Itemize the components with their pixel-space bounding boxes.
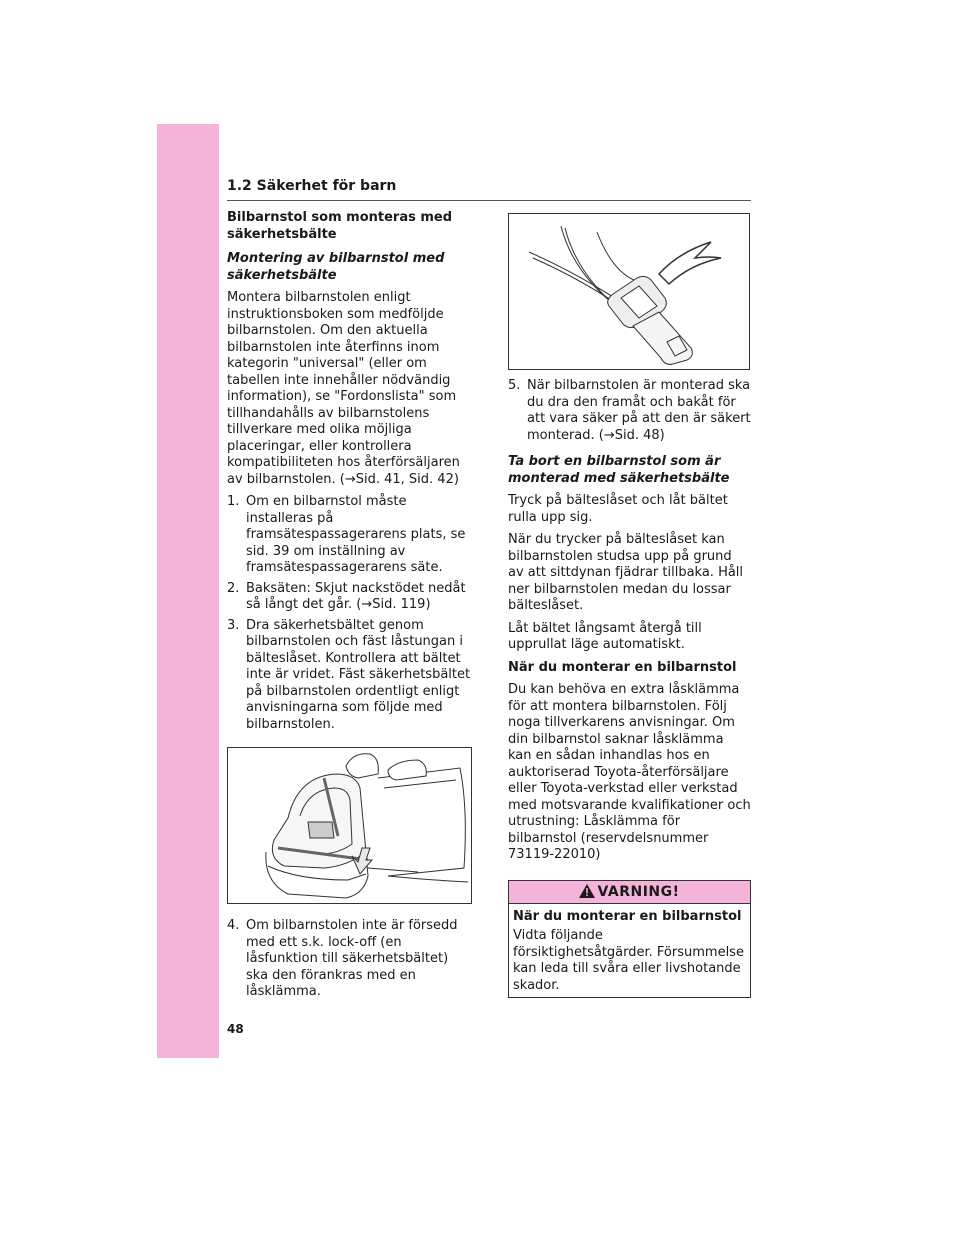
- step-text: Baksäten: Skjut nackstödet nedåt så långt det går. (→Sid. 119): [246, 580, 466, 612]
- subheading: Montering av bilbarnstol med säkerhetsbälte: [227, 251, 445, 283]
- buckle-illustration: [508, 213, 750, 370]
- warning-triangle-icon: [579, 883, 595, 897]
- chapter-sidebar-tab: [157, 124, 219, 1058]
- right-column: [508, 213, 751, 998]
- step-1: [227, 494, 472, 577]
- warning-title-bar: [509, 881, 750, 904]
- mount-paragraph: Du kan behöva en extra låsklämma för att montera bilbarnstolen. Följ noga tillverkarens anvisningar. Om din bilbarnstol saknar låsklämma kan en sådan inhandlas hos en auktoriserad Toyota-återförsäljare eller Toyota-verkstad eller verkstad med motsvarande kvalifikationer och utrustning: Låsklämma för bilbarnstol (reservdelsnummer 73119-22010): [508, 682, 751, 862]
- step-text: Om en bilbarnstol måste installeras på framsätespassagerarens plats, se sid. 39 om inställning av framsätespassagerarens säte.: [246, 494, 466, 575]
- page-number: 48: [227, 1022, 244, 1036]
- step-text: När bilbarnstolen är monterad ska du dra den framåt och bakåt för att vara säker på att den är säkert monterad. (→Sid. 48): [527, 378, 751, 443]
- remove-paragraph-2: När du trycker på bälteslåset kan bilbarnstolen studsa upp på grund av att sittdynan fjädrar tillbaka. Håll ner bilbarnstolen medan du lossar bälteslåset.: [508, 532, 744, 613]
- step-4: [227, 918, 472, 1001]
- step-5: [508, 378, 751, 444]
- remove-paragraph-3: Låt bältet långsamt återgå till upprullat läge automatiskt.: [508, 620, 702, 652]
- warning-text: Vidta följande försiktighetsåtgärder. Försummelse kan leda till svåra eller livshotande skador.: [513, 928, 744, 993]
- child-seat-illustration: [227, 747, 472, 904]
- section-title: 1.2 Säkerhet för barn: [227, 178, 751, 201]
- step-number: 5.: [508, 378, 521, 393]
- warning-body: [509, 904, 750, 998]
- warning-title: VARNING!: [597, 883, 680, 900]
- remove-heading: Ta bort en bilbarnstol som är monterad med säkerhetsbälte: [508, 454, 730, 486]
- warning-heading: När du monterar en bilbarnstol: [513, 908, 742, 924]
- step-text: Dra säkerhetsbältet genom bilbarnstolen och fäst låstungan i bälteslåset. Kontrollera att bältet inte är vridet. Fäst säkerhetsbältet på bilbarnstolen ordentligt enligt anvisningarna som följde med bilbarnstolen.: [246, 617, 471, 732]
- mount-heading: När du monterar en bilbarnstol: [508, 659, 737, 675]
- step-2: [227, 581, 472, 614]
- warning-box: [508, 880, 751, 999]
- step-number: 2.: [227, 580, 240, 596]
- section-heading: Bilbarnstol som monteras med säkerhetsbälte: [227, 210, 453, 242]
- step-number: 4.: [227, 918, 240, 933]
- remove-paragraph-1: Tryck på bälteslåset och låt bältet rulla upp sig.: [508, 493, 728, 525]
- step-text: Om bilbarnstolen inte är försedd med ett s.k. lock-off (en låsfunktion till säkerhetsbältet) ska den förankras med en låsklämma.: [246, 918, 458, 999]
- step-number: 1.: [227, 494, 240, 509]
- step-number: 3.: [227, 617, 240, 633]
- intro-paragraph: Montera bilbarnstolen enligt instruktionsboken som medföljde bilbarnstolen. Om den aktuella bilbarnstolen inte återfinns inom kategorin "universal" (eller om tabellen inte innehåller nödvändig information), se "Fordonslista" som tillhandahålls av bilbarnstolens tillverkare med olika möjliga placeringar, eller kontrollera kompatibiliteten hos återförsäljaren av bilbarnstolen. (→Sid. 41, Sid. 42): [227, 290, 460, 487]
- step-3: [227, 618, 472, 734]
- left-column: [227, 210, 472, 1005]
